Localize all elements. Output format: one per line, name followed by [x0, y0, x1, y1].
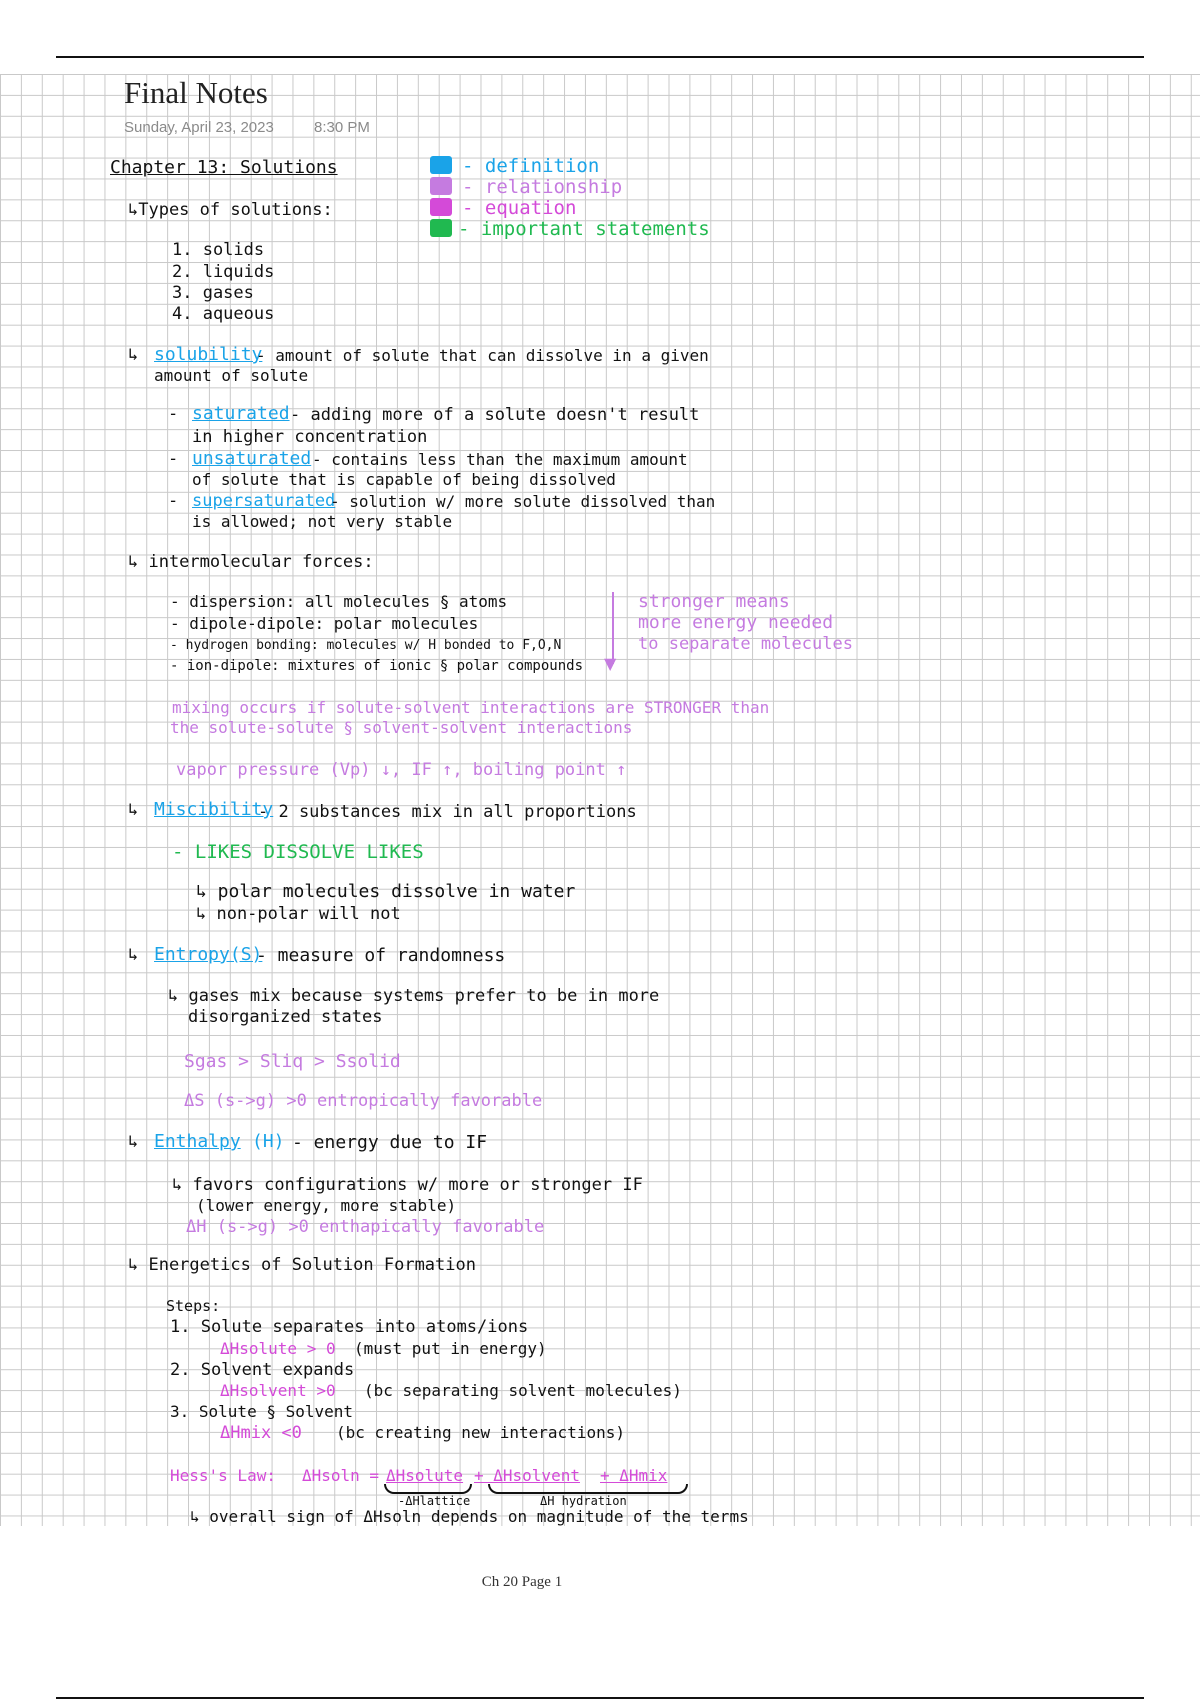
enthalpy-symbol: (H) — [252, 1131, 285, 1152]
list-item: 4. aqueous — [172, 304, 275, 324]
legend-swatch-equation — [430, 198, 452, 216]
down-arrow-icon: ▼ — [604, 654, 617, 673]
dash-marker: - — [168, 404, 179, 424]
overall-sign-note: ↳ overall sign of ΔHsoln depends on magnitude of the terms — [190, 1507, 749, 1526]
mixing-line1: mixing occurs if solute-solvent interactions are STRONGER than — [172, 698, 770, 717]
page-date: Sunday, April 23, 2023 — [124, 119, 274, 136]
list-item: 1. solids — [172, 240, 265, 260]
hess-term-mix: + ΔHmix — [600, 1466, 668, 1485]
saturated-def-line2: in higher concentration — [192, 427, 428, 447]
saturated-def-line1: - adding more of a solute doesn't result — [290, 405, 700, 425]
hydration-label: ΔH hydration — [540, 1494, 627, 1508]
step-2: 2. Solvent expands — [170, 1360, 355, 1380]
term-enthalpy: Enthalpy — [154, 1131, 241, 1152]
page-time: 8:30 PM — [314, 119, 370, 136]
miscibility-def: - 2 substances mix in all proportions — [258, 802, 637, 822]
entropy-def: - measure of randomness — [256, 945, 506, 966]
term-unsaturated: unsaturated — [192, 448, 312, 469]
hess-law-label: Hess's Law: — [170, 1466, 276, 1485]
imf-side-note: stronger means — [638, 591, 790, 612]
imf-side-note: to separate molecules — [638, 634, 853, 654]
page-footer: Ch 20 Page 1 — [481, 1574, 563, 1590]
solubility-def-line2: amount of solute — [154, 366, 309, 385]
step-3: 3. Solute § Solvent — [170, 1402, 354, 1421]
page-title: Final Notes — [124, 75, 268, 110]
enthalpy-def: - energy due to IF — [292, 1132, 488, 1153]
lattice-label: -ΔHlattice — [398, 1494, 471, 1508]
chapter-heading: Chapter 13: Solutions — [110, 157, 338, 178]
imf-item: - dipole-dipole: polar molecules — [170, 614, 479, 633]
step-2-equation: ΔHsolvent >0 — [220, 1381, 336, 1400]
imf-item: - hydrogen bonding: molecules w/ H bonded to F,O,N — [170, 638, 562, 653]
step-1: 1. Solute separates into atoms/ions — [170, 1317, 529, 1337]
step-1-note: (must put in energy) — [354, 1339, 547, 1358]
arrow-marker: ↳ — [128, 800, 139, 820]
gases-note-line2: disorganized states — [188, 1007, 383, 1027]
hess-law-lhs: ΔHsoln = — [302, 1466, 380, 1485]
arrow-marker: ↳ — [128, 945, 139, 965]
energetics-header: ↳ Energetics of Solution Formation — [128, 1255, 476, 1275]
imf-item: - ion-dipole: mixtures of ionic § polar compounds — [170, 658, 584, 674]
unsaturated-def-line2: of solute that is capable of being dissolved — [192, 470, 616, 489]
legend-swatch-important — [430, 219, 452, 237]
legend-swatch-relationship — [430, 177, 452, 195]
legend-swatch-definition — [430, 156, 452, 174]
imf-side-note: more energy needed — [638, 612, 834, 633]
entropy-favorable: ΔS (s->g) >0 entropically favorable — [184, 1091, 543, 1111]
solubility-def-line1: - amount of solute that can dissolve in a given — [256, 346, 709, 365]
step-1-equation: ΔHsolute > 0 — [220, 1339, 336, 1358]
nonpolar-note: ↳ non-polar will not — [196, 904, 401, 924]
list-item: 2. liquids — [172, 262, 275, 282]
enthalpy-favorable: ΔH (s->g) >0 enthapically favorable — [186, 1217, 545, 1237]
likes-dissolve-likes: - LIKES DISSOLVE LIKES — [172, 841, 424, 863]
brace-lattice — [384, 1484, 472, 1494]
term-entropy: Entropy(S) — [154, 944, 263, 965]
list-item: 3. gases — [172, 283, 254, 303]
legend-label-important: - important statements — [458, 218, 710, 240]
supersaturated-def-line1: - solution w/ more solute dissolved than — [330, 492, 716, 511]
term-saturated: saturated — [192, 403, 290, 424]
top-rule — [56, 56, 1144, 58]
supersaturated-def-line2: is allowed; not very stable — [192, 512, 453, 531]
favors-note-line2: (lower energy, more stable) — [196, 1196, 457, 1215]
arrow-marker: ↳ — [128, 1132, 139, 1152]
polar-note: ↳ polar molecules dissolve in water — [196, 881, 576, 902]
favors-note-line1: ↳ favors configurations w/ more or stronger IF — [172, 1175, 643, 1195]
legend-label-equation: - equation — [462, 197, 577, 219]
bottom-rule — [56, 1697, 1144, 1699]
term-supersaturated: supersaturated — [192, 491, 336, 511]
step-2-note: (bc separating solvent molecules) — [364, 1381, 682, 1400]
term-solubility: solubility — [154, 344, 263, 365]
arrow-marker: ↳ — [128, 345, 139, 365]
legend-label-relationship: - relationship — [462, 176, 623, 198]
entropy-equation: Sgas > Sliq > Ssolid — [184, 1051, 401, 1072]
unsaturated-def-line1: - contains less than the maximum amount — [312, 450, 688, 469]
steps-label: Steps: — [166, 1297, 221, 1315]
types-header: ↳Types of solutions: — [128, 200, 333, 220]
step-3-note: (bc creating new interactions) — [336, 1423, 625, 1442]
mixing-line2: the solute-solute § solvent-solvent interactions — [170, 718, 633, 737]
legend-label-definition: - definition — [462, 155, 600, 177]
step-3-equation: ΔHmix <0 — [220, 1423, 302, 1443]
hess-term-solvent: + ΔHsolvent — [474, 1466, 580, 1485]
vapor-pressure-note: vapor pressure (Vp) ↓, IF ↑, boiling point ↑ — [176, 760, 627, 780]
gases-note-line1: ↳ gases mix because systems prefer to be in more — [168, 986, 660, 1006]
imf-item: - dispersion: all molecules § atoms — [170, 592, 508, 611]
brace-hydration — [488, 1484, 688, 1494]
hess-term-solute: ΔHsolute — [386, 1466, 464, 1485]
imf-header: ↳ intermolecular forces: — [128, 552, 374, 572]
term-miscibility: Miscibility — [154, 799, 274, 820]
